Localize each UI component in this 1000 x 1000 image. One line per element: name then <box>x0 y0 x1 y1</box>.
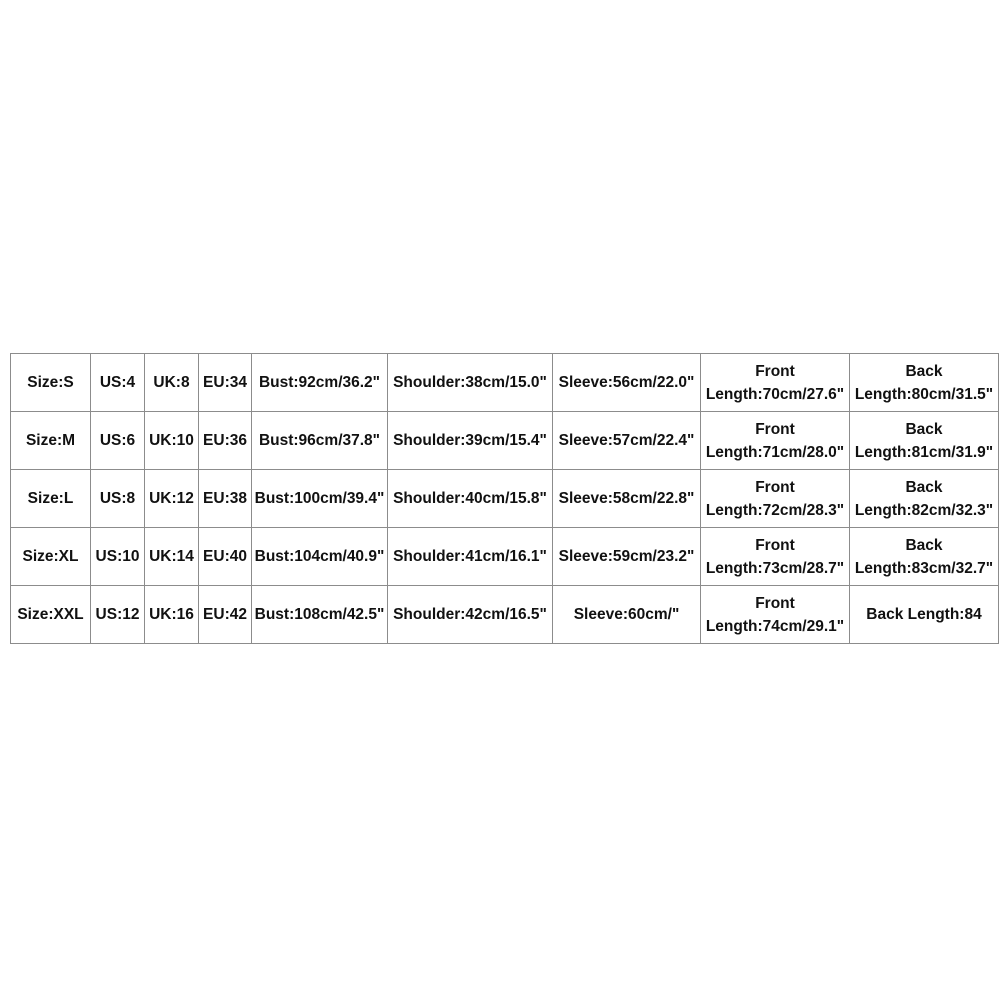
front-length-cell <box>701 412 850 470</box>
us-size-cell: US:4 <box>91 354 145 412</box>
size-row <box>11 354 999 412</box>
size-cell: Size:M <box>11 412 91 470</box>
size-chart-rows <box>11 354 999 644</box>
bust-cell: Bust:96cm/37.8" <box>252 412 388 470</box>
sleeve-cell: Sleeve:56cm/22.0" <box>553 354 701 412</box>
eu-size-cell: EU:34 <box>199 354 252 412</box>
back-length-cell <box>850 354 999 412</box>
uk-size-cell: UK:14 <box>145 528 199 586</box>
eu-size-cell: EU:36 <box>199 412 252 470</box>
us-size-cell: US:8 <box>91 470 145 528</box>
front-length-cell <box>701 470 850 528</box>
shoulder-cell: Shoulder:38cm/15.0" <box>388 354 553 412</box>
uk-size-cell: UK:10 <box>145 412 199 470</box>
sleeve-cell: Sleeve:58cm/22.8" <box>553 470 701 528</box>
shoulder-cell: Shoulder:39cm/15.4" <box>388 412 553 470</box>
back-length-cell <box>850 470 999 528</box>
back-length-cell <box>850 412 999 470</box>
size-cell: Size:S <box>11 354 91 412</box>
us-size-cell: US:6 <box>91 412 145 470</box>
front-length-cell <box>701 586 850 644</box>
bust-cell: Bust:104cm/40.9" <box>252 528 388 586</box>
back-length-line: Length:82cm/32.3" <box>854 501 994 519</box>
eu-size-cell: EU:38 <box>199 470 252 528</box>
back-length-line: Length:81cm/31.9" <box>854 443 994 461</box>
bust-cell: Bust:108cm/42.5" <box>252 586 388 644</box>
bust-cell: Bust:92cm/36.2" <box>252 354 388 412</box>
sleeve-cell: Sleeve:57cm/22.4" <box>553 412 701 470</box>
front-length-line: Length:70cm/27.6" <box>705 385 845 403</box>
front-length-cell <box>701 354 850 412</box>
front-length-line: Length:72cm/28.3" <box>705 501 845 519</box>
front-length-line: Length:74cm/29.1" <box>705 617 845 635</box>
eu-size-cell: EU:40 <box>199 528 252 586</box>
us-size-cell: US:12 <box>91 586 145 644</box>
size-row <box>11 586 999 644</box>
size-cell: Size:XL <box>11 528 91 586</box>
back-length-line: Back <box>905 536 943 554</box>
back-length-line: Back Length:84 <box>866 606 982 623</box>
back-length-cell <box>850 528 999 586</box>
front-length-line: Length:71cm/28.0" <box>705 443 845 461</box>
back-length-cell <box>850 586 999 644</box>
front-length-cell <box>701 528 850 586</box>
back-length-line: Back <box>905 478 943 496</box>
size-row <box>11 528 999 586</box>
back-length-line: Back <box>905 420 943 438</box>
eu-size-cell: EU:42 <box>199 586 252 644</box>
front-length-line: Front <box>755 420 795 438</box>
shoulder-cell: Shoulder:42cm/16.5" <box>388 586 553 644</box>
size-row <box>11 412 999 470</box>
shoulder-cell: Shoulder:40cm/15.8" <box>388 470 553 528</box>
back-length-line: Length:83cm/32.7" <box>854 559 994 577</box>
uk-size-cell: UK:8 <box>145 354 199 412</box>
size-chart-table <box>10 353 999 644</box>
front-length-line: Length:73cm/28.7" <box>705 559 845 577</box>
us-size-cell: US:10 <box>91 528 145 586</box>
back-length-line: Back <box>905 362 943 380</box>
uk-size-cell: UK:16 <box>145 586 199 644</box>
uk-size-cell: UK:12 <box>145 470 199 528</box>
front-length-line: Front <box>755 478 795 496</box>
size-cell: Size:XXL <box>11 586 91 644</box>
sleeve-cell: Sleeve:60cm/" <box>553 586 701 644</box>
front-length-line: Front <box>755 362 795 380</box>
size-row <box>11 470 999 528</box>
front-length-line: Front <box>755 536 795 554</box>
size-cell: Size:L <box>11 470 91 528</box>
front-length-line: Front <box>755 594 795 612</box>
bust-cell: Bust:100cm/39.4" <box>252 470 388 528</box>
sleeve-cell: Sleeve:59cm/23.2" <box>553 528 701 586</box>
back-length-line: Length:80cm/31.5" <box>854 385 994 403</box>
shoulder-cell: Shoulder:41cm/16.1" <box>388 528 553 586</box>
